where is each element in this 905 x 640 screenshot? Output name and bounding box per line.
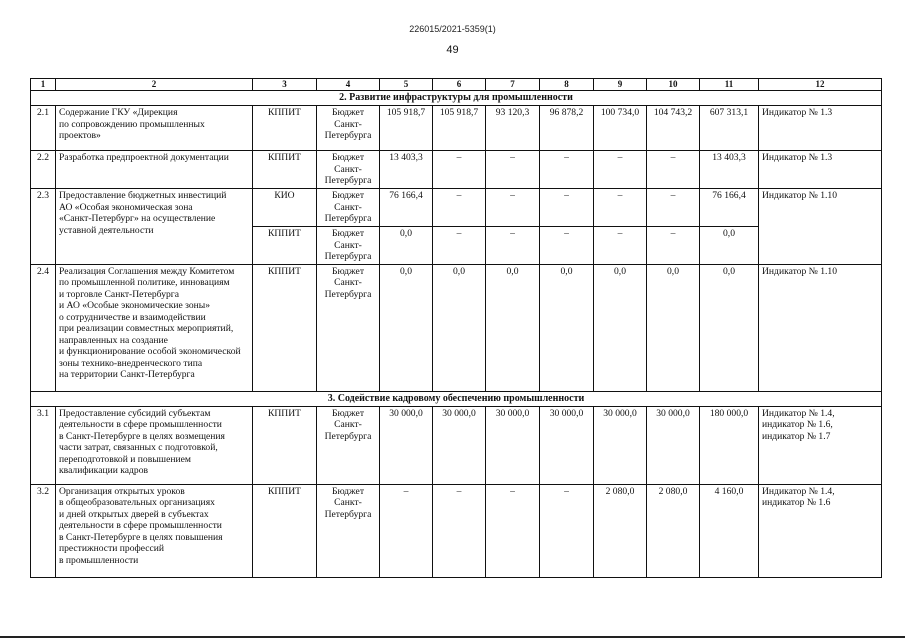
- measure-name: Предоставление бюджетных инвестиций АО «Особая экономическая зона «Санкт-Петербург» на осуществление уставной деятельности: [56, 189, 253, 265]
- program-table: [30, 78, 882, 578]
- indicator: Индикатор № 1.10: [759, 264, 882, 391]
- value-cell: 105 918,7: [380, 106, 433, 151]
- value-cell: –: [433, 151, 486, 189]
- funding-source: Бюджет Санкт- Петербурга: [317, 189, 380, 227]
- column-number-cell: 10: [647, 79, 700, 91]
- section-title-row: [31, 391, 882, 406]
- measure-name: Реализация Соглашения между Комитетом по промышленной политике, инновациям и торговле Санкт-Петербурга и АО «Особые экономические зоны» о сотрудничестве и взаимодействии при реализации совместных мероприятий, направленных на создание и функционирование особой экономической зоны технико-внедренческого типа на территории Санкт-Петербурга: [56, 264, 253, 391]
- funding-source: Бюджет Санкт- Петербурга: [317, 264, 380, 391]
- value-cell: 0,0: [380, 227, 433, 265]
- value-cell: 104 743,2: [647, 106, 700, 151]
- column-number-cell: 9: [594, 79, 647, 91]
- table-row: [31, 189, 882, 227]
- section-title: 2. Развитие инфраструктуры для промышленности: [31, 91, 882, 106]
- value-cell: 0,0: [700, 264, 759, 391]
- value-cell: 4 160,0: [700, 484, 759, 577]
- value-cell: –: [647, 189, 700, 227]
- value-cell: –: [540, 189, 594, 227]
- column-number-cell: 2: [56, 79, 253, 91]
- column-number-row: [31, 79, 882, 91]
- funding-source: Бюджет Санкт- Петербурга: [317, 484, 380, 577]
- value-cell: –: [540, 151, 594, 189]
- funding-source: Бюджет Санкт- Петербурга: [317, 406, 380, 484]
- value-cell: 0,0: [540, 264, 594, 391]
- indicator: Индикатор № 1.4, индикатор № 1.6, индикатор № 1.7: [759, 406, 882, 484]
- measure-name: Организация открытых уроков в общеобразовательных организациях и дней открытых дверей в субъектах деятельности в сфере промышленности в Санкт-Петербурге в целях повышения престижности профессий в промышленности: [56, 484, 253, 577]
- value-cell: 0,0: [647, 264, 700, 391]
- column-number-cell: 6: [433, 79, 486, 91]
- value-cell: 0,0: [433, 264, 486, 391]
- value-cell: –: [486, 151, 540, 189]
- row-number: 3.2: [31, 484, 56, 577]
- page-number: 49: [446, 44, 459, 56]
- executor: КППИТ: [253, 406, 317, 484]
- executor: КППИТ: [253, 264, 317, 391]
- executor: КППИТ: [253, 151, 317, 189]
- value-cell: 30 000,0: [647, 406, 700, 484]
- funding-source: Бюджет Санкт- Петербурга: [317, 106, 380, 151]
- value-cell: 100 734,0: [594, 106, 647, 151]
- row-number: 2.2: [31, 151, 56, 189]
- indicator: Индикатор № 1.4, индикатор № 1.6: [759, 484, 882, 577]
- column-number-cell: 1: [31, 79, 56, 91]
- section-title-row: [31, 91, 882, 106]
- value-cell: 0,0: [594, 264, 647, 391]
- funding-source: Бюджет Санкт- Петербурга: [317, 151, 380, 189]
- value-cell: –: [380, 484, 433, 577]
- column-number-cell: 3: [253, 79, 317, 91]
- table-row: [31, 106, 882, 151]
- value-cell: 13 403,3: [380, 151, 433, 189]
- row-number: 3.1: [31, 406, 56, 484]
- value-cell: 96 878,2: [540, 106, 594, 151]
- executor: КППИТ: [253, 227, 317, 265]
- executor: КИО: [253, 189, 317, 227]
- value-cell: 0,0: [700, 227, 759, 265]
- value-cell: 30 000,0: [380, 406, 433, 484]
- value-cell: –: [540, 227, 594, 265]
- column-number-cell: 11: [700, 79, 759, 91]
- value-cell: 13 403,3: [700, 151, 759, 189]
- value-cell: 607 313,1: [700, 106, 759, 151]
- value-cell: 0,0: [380, 264, 433, 391]
- value-cell: 30 000,0: [540, 406, 594, 484]
- value-cell: 2 080,0: [594, 484, 647, 577]
- column-number-cell: 12: [759, 79, 882, 91]
- value-cell: 30 000,0: [486, 406, 540, 484]
- value-cell: –: [486, 484, 540, 577]
- value-cell: 0,0: [486, 264, 540, 391]
- value-cell: –: [594, 189, 647, 227]
- value-cell: –: [433, 189, 486, 227]
- row-number: 2.3: [31, 189, 56, 265]
- value-cell: 30 000,0: [433, 406, 486, 484]
- executor: КППИТ: [253, 484, 317, 577]
- value-cell: –: [486, 227, 540, 265]
- value-cell: –: [433, 484, 486, 577]
- document-id: 226015/2021-5359(1): [409, 24, 496, 34]
- value-cell: 76 166,4: [700, 189, 759, 227]
- value-cell: –: [594, 227, 647, 265]
- column-number-cell: 8: [540, 79, 594, 91]
- column-number-cell: 7: [486, 79, 540, 91]
- table-row: [31, 484, 882, 577]
- indicator: Индикатор № 1.3: [759, 151, 882, 189]
- value-cell: –: [647, 227, 700, 265]
- table-body: [31, 79, 882, 578]
- measure-name: Содержание ГКУ «Дирекция по сопровождению промышленных проектов»: [56, 106, 253, 151]
- section-title: 3. Содействие кадровому обеспечению промышленности: [31, 391, 882, 406]
- column-number-cell: 5: [380, 79, 433, 91]
- scan-edge-line: [0, 636, 905, 638]
- value-cell: 76 166,4: [380, 189, 433, 227]
- value-cell: –: [486, 189, 540, 227]
- table-row: [31, 264, 882, 391]
- value-cell: 105 918,7: [433, 106, 486, 151]
- measure-name: Предоставление субсидий субъектам деятельности в сфере промышленности в Санкт-Петербурге в целях возмещения части затрат, связанных с подготовкой, переподготовкой и повышением квалификации кадров: [56, 406, 253, 484]
- value-cell: –: [647, 151, 700, 189]
- indicator: Индикатор № 1.3: [759, 106, 882, 151]
- indicator: Индикатор № 1.10: [759, 189, 882, 265]
- measure-name: Разработка предпроектной документации: [56, 151, 253, 189]
- row-number: 2.1: [31, 106, 56, 151]
- value-cell: 93 120,3: [486, 106, 540, 151]
- value-cell: 180 000,0: [700, 406, 759, 484]
- value-cell: –: [433, 227, 486, 265]
- value-cell: –: [594, 151, 647, 189]
- column-number-cell: 4: [317, 79, 380, 91]
- table-row: [31, 406, 882, 484]
- table-row: [31, 151, 882, 189]
- value-cell: 2 080,0: [647, 484, 700, 577]
- value-cell: –: [540, 484, 594, 577]
- funding-source: Бюджет Санкт- Петербурга: [317, 227, 380, 265]
- row-number: 2.4: [31, 264, 56, 391]
- executor: КППИТ: [253, 106, 317, 151]
- value-cell: 30 000,0: [594, 406, 647, 484]
